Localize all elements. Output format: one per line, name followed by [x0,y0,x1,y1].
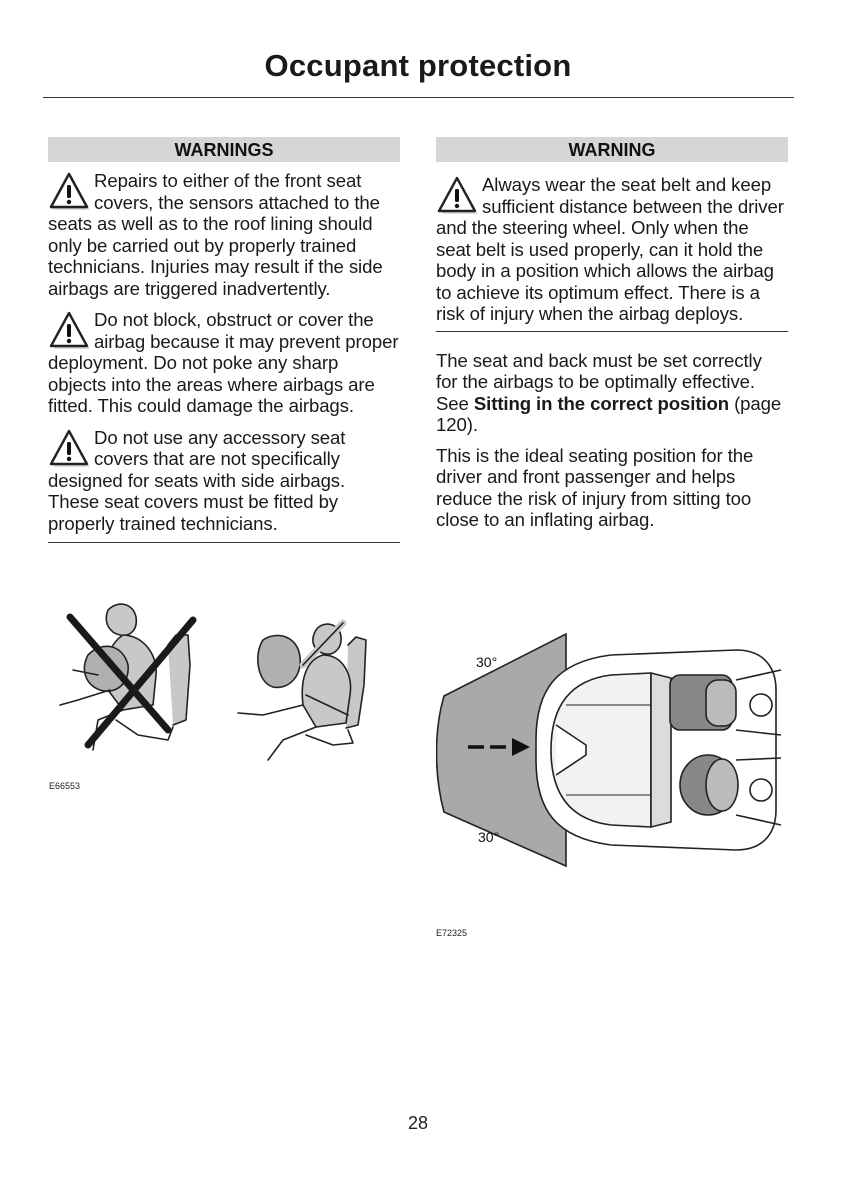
angle-label-top: 30° [476,654,498,670]
cross-reference-link[interactable]: Sitting in the correct position [473,392,730,414]
warning-header: WARNING [436,137,788,162]
left-column [48,137,400,543]
ideal-position-paragraph: This is the ideal seating position for the driver and front passenger and helps reduce the risk of injury from sitting too close to an inflating airbag. [436,444,754,530]
warning-paragraph: Always wear the seat belt and keep sufficient distance between the driver and the steering wheel. Only when the seat belt is used properly, can it hold the body in a position which allows the airbag to achieve its optimum effect. There is a risk of injury when the airbag deploys. [436,174,784,324]
title-divider [43,97,794,98]
seating-position-illustration [48,595,388,765]
warning-divider [436,331,788,332]
warning-triangle-icon [48,310,90,350]
warnings-divider [48,542,400,543]
warning-triangle-icon [436,175,478,215]
warnings-header: WARNINGS [48,137,400,162]
warning-triangle-icon [48,171,90,211]
warning-paragraph: Repairs to either of the front seat covers, the sensors attached to the seats as well as to the roof lining should only be carried out by properly trained technicians. Injuries may result if the side airbags are triggered inadvertently. [48,170,383,299]
page-title: Occupant protection [264,48,572,83]
warning-block [436,174,788,325]
right-column [436,137,788,531]
seat-adjustment-paragraph: The seat and back must be set correctly for the airbags to be optimally effective. See Sitting in the correct position (page 120). [436,349,782,435]
page-number: 28 [407,1113,429,1133]
airbag-deployment-zone-diagram [436,630,786,870]
warning-paragraph: Do not block, obstruct or cover the airbag because it may prevent proper deployment. Do not poke any sharp objects into the areas where airbags are fitted. This could damage the airbags. [48,309,399,416]
figure-code: E72325 [436,928,468,938]
angle-label-bottom: 30° [478,829,500,845]
warnings-block [48,170,400,534]
warning-triangle-icon [48,428,90,468]
warning-paragraph: Do not use any accessory seat covers that are not specifically designed for seats with side airbags. These seat covers must be fitted by properly trained technicians. [48,426,346,534]
figure-code: E66553 [49,781,81,791]
